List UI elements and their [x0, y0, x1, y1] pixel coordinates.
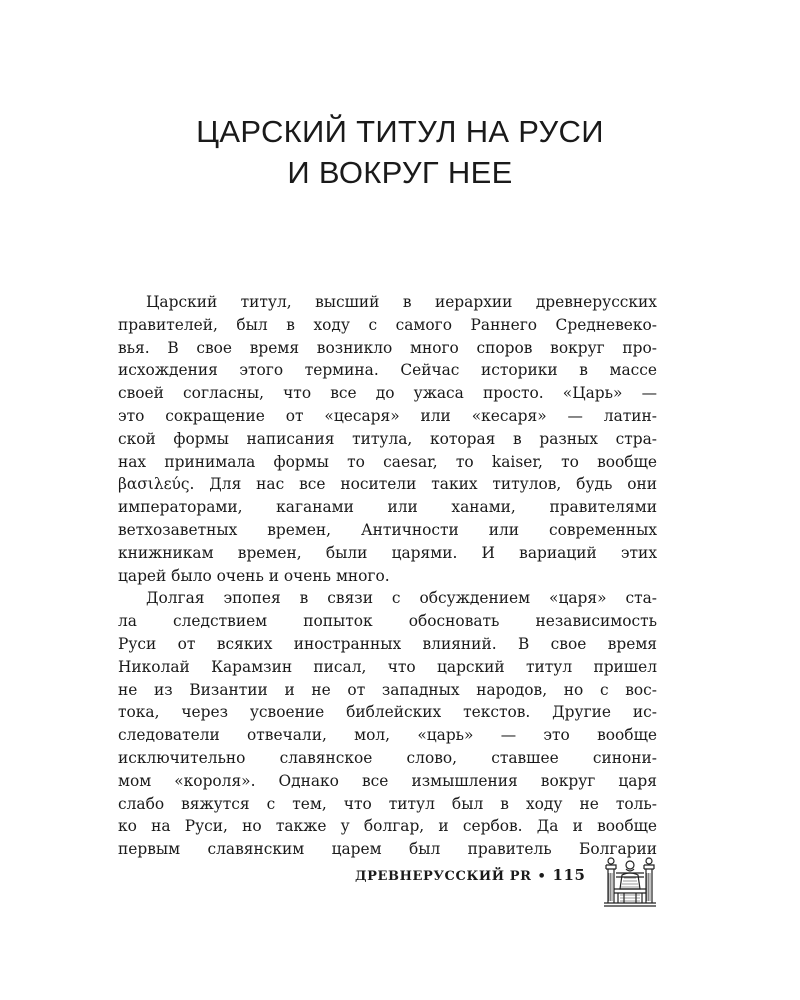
- chapter-title-line-1: ЦАРСКИЙ ТИТУЛ НА РУСИ: [196, 114, 604, 149]
- running-head: ДРЕВНЕРУССКИЙ PR: [355, 869, 532, 884]
- text-line: Долгая эпопея в связи с обсуждением «царя» ста-: [146, 589, 657, 608]
- text-line: не из Византии и не от западных народов, но с вос-: [118, 680, 657, 699]
- text-line: βασιλεύς. Для нас все носители таких титулов, будь они: [118, 475, 657, 494]
- text-line: слабо вяжутся с тем, что титул был в ходу не толь-: [118, 794, 657, 813]
- text-line: ла следствием попыток обосновать независимость: [118, 612, 657, 631]
- chapter-title-line-2: И ВОКРУГ НЕЕ: [287, 155, 513, 190]
- text-line: ко на Руси, но также у болгар, и сербов. Да и вообще: [118, 817, 657, 836]
- text-line: своей согласны, что все до ужаса просто. «Царь» —: [118, 384, 657, 403]
- text-line: императорами, каганами или ханами, правителями: [118, 498, 657, 517]
- page-footer: [355, 866, 586, 884]
- text-line: книжникам времен, были царями. И вариаций этих: [118, 543, 657, 562]
- text-line: нах принимала формы то caesar, то kaiser, то вообще: [118, 452, 657, 471]
- text-line: Руси от всяких иностранных влияний. В свое время: [118, 634, 657, 653]
- body-text: [118, 291, 657, 861]
- text-line: правителей, был в ходу с самого Раннего Средневеко-: [118, 315, 657, 334]
- chapter-title: [0, 111, 800, 193]
- page-number: 115: [552, 866, 586, 884]
- text-line: следователи отвечали, мол, «царь» — это вообще: [118, 726, 657, 745]
- footer-separator: •: [537, 869, 547, 884]
- text-line: исключительно славянское слово, ставшее синони-: [118, 748, 657, 767]
- text-line: тока, через усвоение библейских текстов. Другие ис-: [118, 703, 657, 722]
- text-line: вья. В свое время возникло много споров вокруг про-: [118, 338, 657, 357]
- text-line: мом «короля». Однако все измышления вокруг царя: [118, 771, 657, 790]
- text-line: это сокращение от «цесаря» или «кесаря» — латин-: [118, 406, 657, 425]
- text-line: исхождения этого термина. Сейчас историки в массе: [118, 361, 657, 380]
- text-line: Царский титул, высший в иерархии древнерусских: [146, 293, 657, 311]
- text-line: ветхозаветных времен, Античности или современных: [118, 520, 657, 539]
- text-line: Николай Карамзин писал, что царский титул пришел: [118, 657, 657, 676]
- text-line: первым славянским царем был правитель Болгарии: [118, 840, 657, 859]
- text-line: царей было очень и очень много.: [118, 566, 390, 585]
- text-line: ской формы написания титула, которая в разных стра-: [118, 429, 657, 448]
- throne-emblem-icon: [600, 851, 660, 907]
